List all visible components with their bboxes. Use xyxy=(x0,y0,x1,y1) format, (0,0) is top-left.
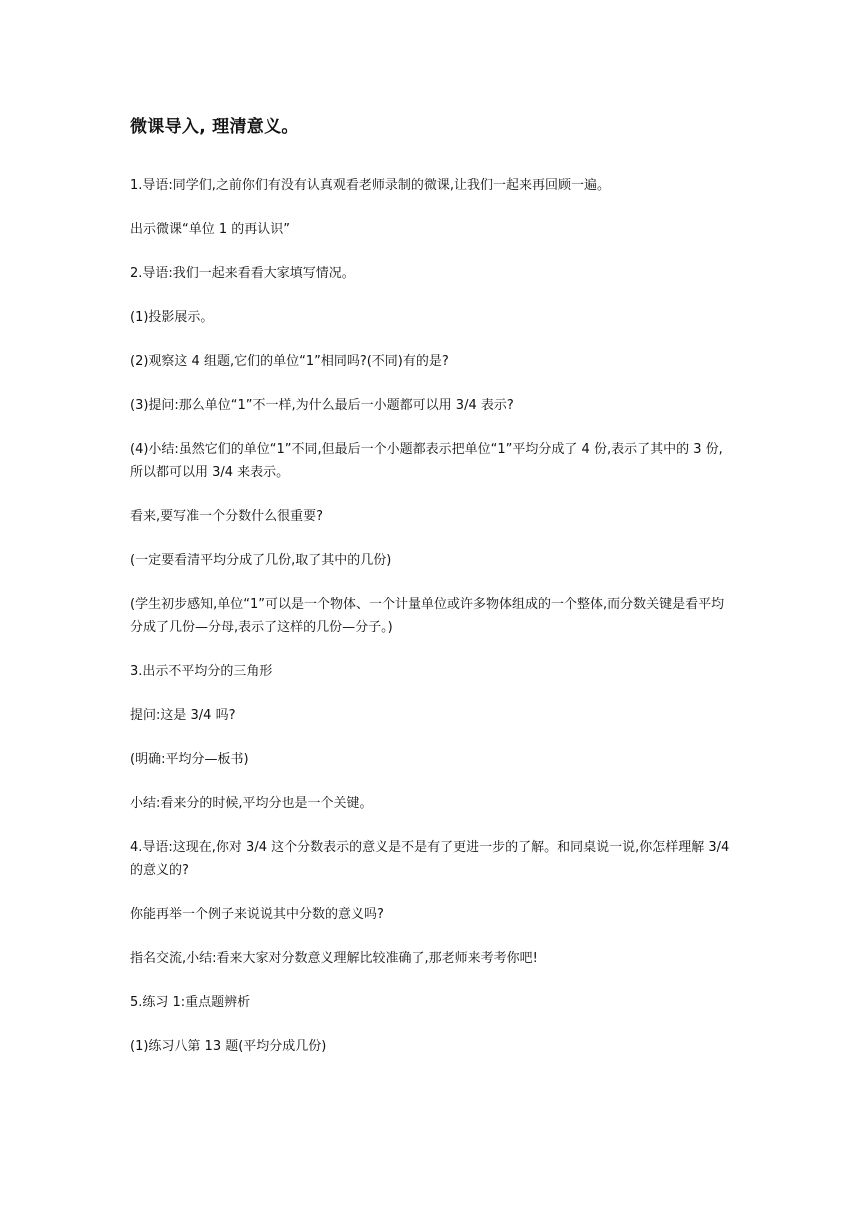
paragraph-student-perception: (学生初步感知,单位“1”可以是一个物体、一个计量单位或许多物体组成的一个整体,而分数关键是看平均分成了几份—分母,表示了这样的几份—分子。) xyxy=(130,597,725,635)
paragraph-blackboard-note: (明确:平均分—板书) xyxy=(130,752,249,767)
paragraph-step-observe: (2)观察这 4 组题,它们的单位“1”相同吗?(不同)有的是? xyxy=(130,354,449,369)
section-heading: 微课导入, 理清意义。 xyxy=(130,117,299,137)
paragraph-step-projection: (1)投影展示。 xyxy=(130,310,214,325)
paragraph-exchange-summary: 指名交流,小结:看来大家对分数意义理解比较准确了,那老师来考考你吧! xyxy=(130,951,538,966)
paragraph-intro-2: 2.导语:我们一起来看看大家填写情况。 xyxy=(130,266,355,281)
document-body xyxy=(130,114,734,1079)
paragraph-intro-4: 4.导语:这现在,你对 3/4 这个分数表示的意义是不是有了更进一步的了解。和同桌说一说,你怎样理解 3/4 的意义的? xyxy=(130,840,730,878)
paragraph-exercise-1-item-1: (1)练习八第 13 题(平均分成几份) xyxy=(130,1039,327,1054)
paragraph-intro-1: 1.导语:同学们,之前你们有没有认真观看老师录制的微课,让我们一起来再回顾一遍。 xyxy=(130,178,611,193)
paragraph-key-question: 看来,要写准一个分数什么很重要? xyxy=(130,509,324,524)
paragraph-example-prompt: 你能再举一个例子来说说其中分数的意义吗? xyxy=(130,907,384,922)
paragraph-step-question: (3)提问:那么单位“1”不一样,为什么最后一小题都可以用 3/4 表示? xyxy=(130,398,514,413)
paragraph-summary-equal-division: 小结:看来分的时候,平均分也是一个关键。 xyxy=(130,796,373,811)
paragraph-show-microlesson: 出示微课“单位 1 的再认识” xyxy=(130,222,291,237)
paragraph-question-three-quarters: 提问:这是 3/4 吗? xyxy=(130,708,236,723)
paragraph-step-summary: (4)小结:虽然它们的单位“1”不同,但最后一个小题都表示把单位“1”平均分成了 4 份,表示了其中的 3 份,所以都可以用 3/4 来表示。 xyxy=(130,442,723,480)
paragraph-triangle: 3.出示不平均分的三角形 xyxy=(130,664,273,679)
paragraph-answer-note: (一定要看清平均分成了几份,取了其中的几份) xyxy=(130,553,392,568)
paragraph-exercise-1: 5.练习 1:重点题辨析 xyxy=(130,995,251,1010)
